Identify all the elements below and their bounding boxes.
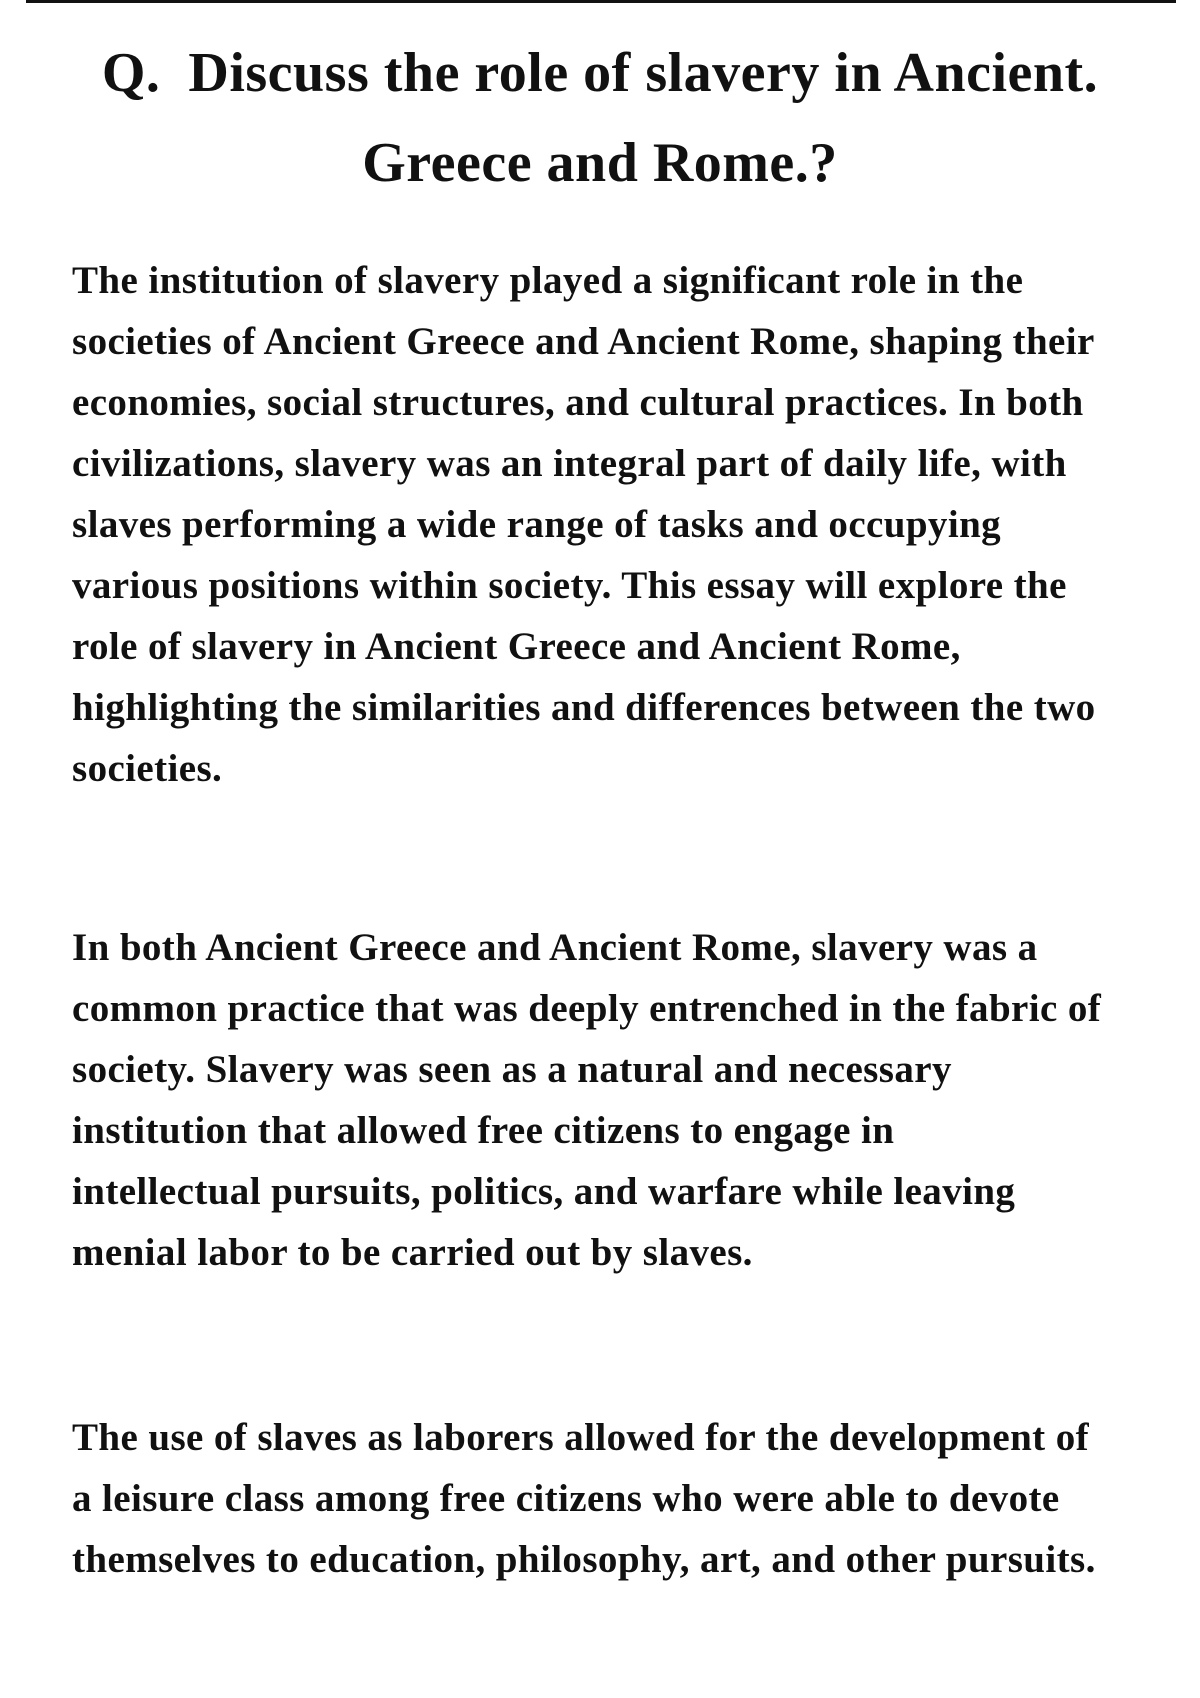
paragraph-leisure-class xyxy=(72,1407,1142,1590)
paragraph-line: In both Ancient Greece and Ancient Rome, slavery was a xyxy=(72,926,1038,969)
paragraph-line: society. Slavery was seen as a natural and necessary xyxy=(72,1048,952,1091)
paragraph-intro xyxy=(72,250,1142,799)
paragraph-line: societies. xyxy=(72,747,223,790)
paragraph-line: civilizations, slavery was an integral part of daily life, with xyxy=(72,442,1067,485)
paragraph-line: various positions within society. This essay will explore the xyxy=(72,564,1067,607)
paragraph-line: economies, social structures, and cultural practices. In both xyxy=(72,381,1084,424)
paragraph-line: menial labor to be carried out by slaves. xyxy=(72,1231,753,1274)
paragraph-line: slaves performing a wide range of tasks and occupying xyxy=(72,503,1002,546)
title-text-1: Discuss the role of slavery in Ancient. xyxy=(188,42,1099,104)
paragraph-line: a leisure class among free citizens who were able to devote xyxy=(72,1477,1060,1520)
paragraph-line: highlighting the similarities and differences between the two xyxy=(72,686,1096,729)
paragraph-line: intellectual pursuits, politics, and warfare while leaving xyxy=(72,1170,1016,1213)
paragraph-line: common practice that was deeply entrenched in the fabric of xyxy=(72,987,1102,1030)
paragraph-common-practice xyxy=(72,917,1142,1283)
paragraph-line: societies of Ancient Greece and Ancient Rome, shaping their xyxy=(72,320,1095,363)
paragraph-line: institution that allowed free citizens to engage in xyxy=(72,1109,895,1152)
question-prefix: Q. xyxy=(101,42,161,104)
title-line-2: Greece and Rome.? xyxy=(362,132,838,194)
title-line-1 xyxy=(60,28,1140,118)
paragraph-line: role of slavery in Ancient Greece and Ancient Rome, xyxy=(72,625,961,668)
paragraph-line: themselves to education, philosophy, art, and other pursuits. xyxy=(72,1538,1096,1581)
question-title xyxy=(60,28,1140,208)
paragraph-line: The institution of slavery played a significant role in the xyxy=(72,259,1024,302)
paragraph-line: The use of slaves as laborers allowed for the development of xyxy=(72,1416,1089,1459)
